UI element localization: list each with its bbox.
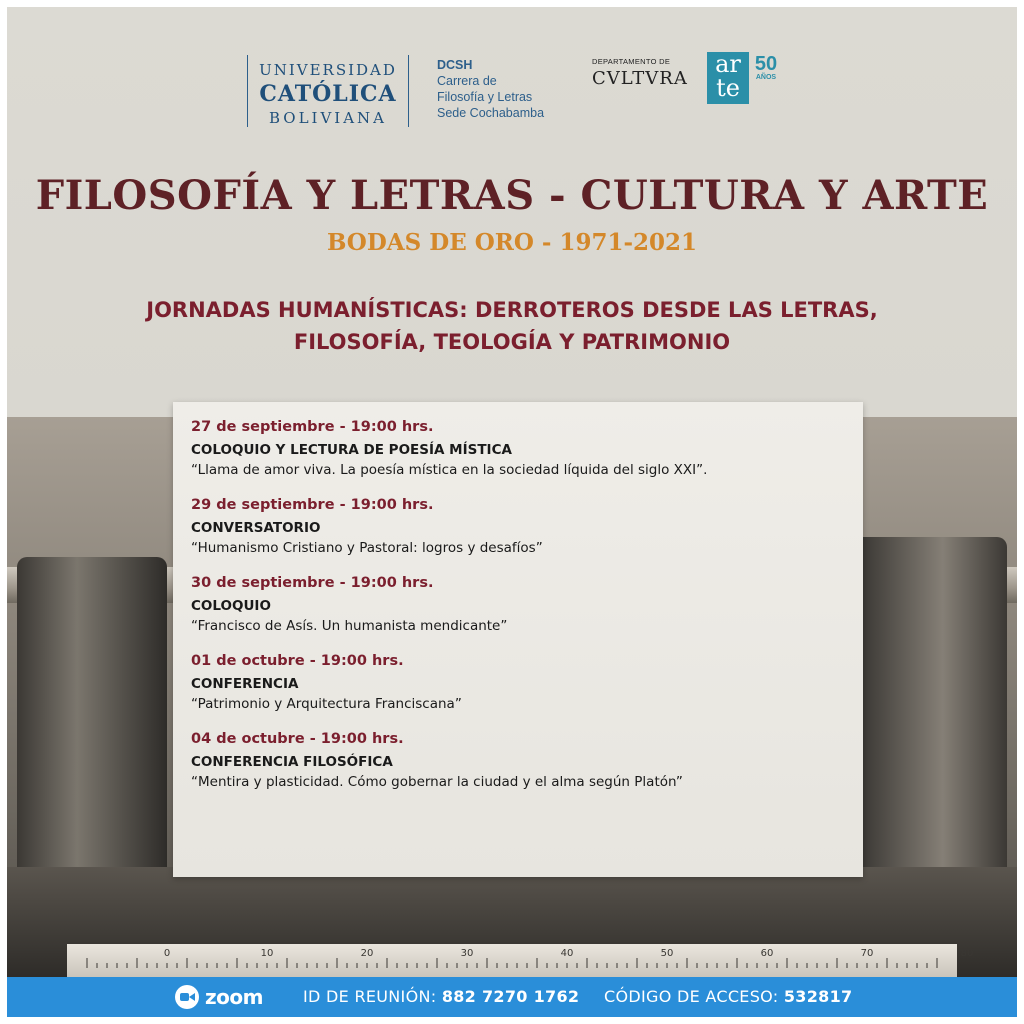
cultura-logo	[592, 57, 688, 89]
scale-number: 40	[560, 948, 574, 959]
event-date: 04 de octubre - 19:00 hrs.	[191, 731, 404, 747]
scale-number: 0	[163, 948, 171, 959]
ucb-logo-line3: BOLIVIANA	[268, 109, 388, 127]
scale-number: 20	[360, 948, 374, 959]
event-item	[191, 417, 841, 480]
event-type: CONFERENCIA FILOSÓFICA	[191, 754, 393, 770]
event-item	[191, 651, 841, 714]
event-date: 27 de septiembre - 19:00 hrs.	[191, 419, 434, 435]
jornadas-line2: FILOSOFÍA, TEOLOGÍA Y PATRIMONIO	[293, 330, 731, 354]
cultura-name: CVLTVRA	[592, 68, 688, 89]
scale-number: 70	[860, 948, 874, 959]
dcsh-line2: Carrera de	[437, 74, 497, 88]
dcsh-line4: Sede Cochabamba	[437, 106, 545, 120]
event-type: COLOQUIO	[191, 598, 271, 614]
access-code-value: 532817	[783, 987, 853, 1006]
scale-number: 80	[960, 948, 974, 959]
access-code-text	[604, 987, 852, 1006]
subtitle: BODAS DE ORO - 1971-2021	[326, 229, 698, 256]
meeting-id-label: ID DE REUNIÓN:	[303, 987, 437, 1006]
jornadas-line1: JORNADAS HUMANÍSTICAS: DERROTEROS DESDE LAS LETRAS,	[146, 298, 878, 322]
event-type: CONVERSATORIO	[191, 520, 321, 536]
zoom-footer-bar	[7, 977, 1017, 1017]
scale-number: 50	[660, 948, 674, 959]
event-type: CONFERENCIA	[191, 676, 299, 692]
ucb-logo-line2: CATÓLICA	[259, 81, 397, 107]
poster-frame	[7, 7, 1017, 1017]
event-type: COLOQUIO Y LECTURA DE POESÍA MÍSTICA	[191, 442, 512, 458]
main-title: FILOSOFÍA Y LETRAS - CULTURA Y ARTE	[35, 172, 989, 219]
meeting-id-value: 882 7270 1762	[441, 987, 580, 1006]
arte-line2: te	[716, 74, 740, 102]
event-item	[191, 495, 841, 558]
scale-number: 60	[760, 948, 774, 959]
arte-line1: ar	[715, 50, 741, 78]
fifty-years-logo	[752, 54, 780, 116]
access-code-label: CÓDIGO DE ACCESO:	[604, 987, 779, 1006]
meeting-id-text	[303, 987, 579, 1006]
event-item	[191, 573, 841, 636]
event-date: 29 de septiembre - 19:00 hrs.	[191, 497, 434, 513]
ucb-logo	[247, 55, 409, 127]
fifty-number: 50	[754, 53, 778, 75]
zoom-wordmark: zoom	[205, 985, 263, 1009]
scale-number: 10	[260, 948, 274, 959]
event-talk: “Francisco de Asís. Un humanista mendicante”	[191, 618, 508, 634]
arte-logo	[707, 52, 749, 104]
fifty-anos: AÑOS	[755, 74, 777, 81]
event-talk: “Mentira y plasticidad. Cómo gobernar la ciudad y el alma según Platón”	[191, 774, 683, 790]
zoom-camera-icon	[175, 985, 199, 1009]
ucb-logo-line1: UNIVERSIDAD	[259, 61, 397, 79]
zoom-logo	[175, 985, 263, 1009]
typewriter-scale	[67, 942, 974, 980]
scale-ruler	[67, 944, 974, 978]
cultura-department: DEPARTAMENTO DE	[592, 57, 671, 66]
dcsh-logo	[437, 57, 544, 121]
event-list	[191, 417, 841, 807]
event-talk: “Patrimonio y Arquitectura Franciscana”	[191, 696, 462, 712]
event-talk: “Humanismo Cristiano y Pastoral: logros y desafíos”	[191, 540, 543, 556]
scale-number: 30	[460, 948, 474, 959]
dcsh-line3: Filosofía y Letras	[437, 90, 533, 104]
dcsh-title: DCSH	[437, 58, 473, 72]
event-item	[191, 729, 841, 792]
event-date: 30 de septiembre - 19:00 hrs.	[191, 575, 434, 591]
event-talk: “Llama de amor viva. La poesía mística en la sociedad líquida del siglo XXI”.	[191, 462, 708, 478]
jornadas-heading	[7, 294, 1017, 358]
event-date: 01 de octubre - 19:00 hrs.	[191, 653, 404, 669]
